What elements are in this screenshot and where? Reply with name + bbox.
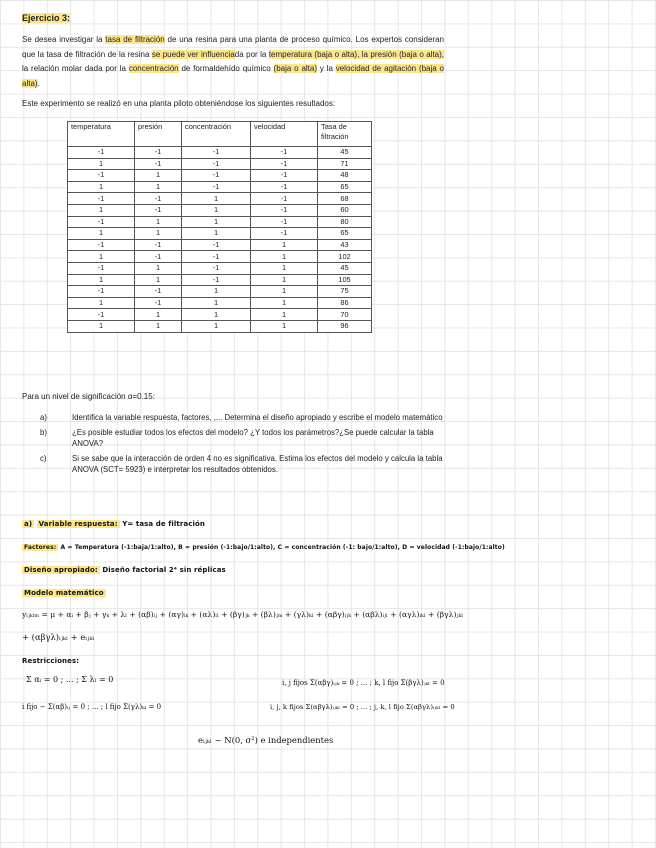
table-cell: -1 <box>68 216 135 228</box>
table-cell: 60 <box>318 204 372 216</box>
question-text: ¿Es posible estudiar todos los efectos del modelo? ¿Y todos los parámetros?¿Se puede calcular la tabla ANOVA? <box>72 427 434 448</box>
table-row <box>68 158 372 170</box>
table-cell: 1 <box>251 274 318 286</box>
table-cell: 86 <box>318 297 372 309</box>
table-cell: -1 <box>135 297 182 309</box>
table-cell: 45 <box>318 262 372 274</box>
exercise-title: Ejercicio 3: <box>22 13 71 23</box>
design-value: Diseño factorial 2⁴ sin réplicas <box>102 566 226 574</box>
highlighted-text: concentración <box>128 64 179 73</box>
problem-statement <box>22 33 444 91</box>
table-cell: -1 <box>68 239 135 251</box>
col-temperatura: temperatura <box>68 122 135 147</box>
table-cell: 1 <box>135 309 182 321</box>
table-row <box>68 228 372 240</box>
highlighted-text: se puede ver influencia <box>151 49 235 59</box>
table-cell: -1 <box>182 251 251 263</box>
paragraph-text: la relación molar dada por la <box>22 64 129 73</box>
table-cell: -1 <box>135 193 182 205</box>
table-cell: 1 <box>68 251 135 263</box>
question-item <box>22 453 446 476</box>
restriction-1: Σ αᵢ = 0 ; ... ; Σ λₗ = 0 <box>26 675 114 684</box>
table-cell: -1 <box>251 158 318 170</box>
table-cell: 1 <box>135 216 182 228</box>
table-cell: -1 <box>135 147 182 159</box>
table-row <box>68 147 372 159</box>
table-cell: -1 <box>182 181 251 193</box>
table-cell: 70 <box>318 309 372 321</box>
table-cell: 1 <box>251 251 318 263</box>
table-cell: -1 <box>182 147 251 159</box>
table-cell: -1 <box>182 274 251 286</box>
table-cell: 1 <box>182 309 251 321</box>
table-cell: -1 <box>135 286 182 298</box>
table-cell: 43 <box>318 239 372 251</box>
table-cell: 1 <box>251 297 318 309</box>
model-equation-line2: + (αβγλ)ᵢⱼₖₗ + eᵢⱼₖₗ <box>22 632 95 642</box>
paragraph-text: de una resina para una planta de proceso químico. Los expertos consideran que la tasa de filtración de la resina <box>22 35 444 59</box>
table-cell: -1 <box>251 216 318 228</box>
question-item <box>22 427 446 450</box>
table-cell: 1 <box>182 228 251 240</box>
factors-line <box>22 544 505 551</box>
table-cell: -1 <box>182 158 251 170</box>
table-cell: 65 <box>318 181 372 193</box>
table-row <box>68 309 372 321</box>
table-cell: -1 <box>251 228 318 240</box>
table-cell: 1 <box>251 262 318 274</box>
significance-level: Para un nivel de significación α=0.15: <box>22 392 155 401</box>
table-cell: -1 <box>68 170 135 182</box>
col-concentracion: concentración <box>182 122 251 147</box>
error-distribution: eᵢⱼₖₗ ~ N(0, σ²) e independientes <box>198 735 334 745</box>
table-cell: -1 <box>68 286 135 298</box>
restriction-2: i, j fijos Σ(αβγ)ᵢⱼₖ = 0 ; ... ; k, l fijo Σ(βγλ)ⱼₖₗ = 0 <box>282 679 445 687</box>
table-cell: 1 <box>68 204 135 216</box>
restriction-4: i, j, k fijos Σ(αβγλ)ᵢⱼₖₗ = 0 ; ... ; j, k, l fijo Σ(αβγλ)ᵢⱼₖₗ = 0 <box>270 703 455 711</box>
table-cell: 1 <box>68 228 135 240</box>
table-cell: 48 <box>318 170 372 182</box>
table-cell: -1 <box>68 147 135 159</box>
table-cell: 1 <box>182 297 251 309</box>
question-text: Si se sabe que la interacción de orden 4 no es significativa. Estima los efectos del modelo y calcula la tabla ANOVA (SCT= 5923) e interpretar los resultados obtenidos. <box>72 453 443 474</box>
paragraph-text: Se desea investigar la <box>22 35 106 44</box>
highlighted-text: velocidad de agitación (baja o alta) <box>22 64 445 88</box>
table-cell: 1 <box>135 181 182 193</box>
table-row <box>68 262 372 274</box>
table-cell: -1 <box>68 309 135 321</box>
table-cell: 1 <box>135 274 182 286</box>
table-row <box>68 251 372 263</box>
paragraph-text: . <box>37 78 40 88</box>
design-label: Diseño apropiado: <box>24 566 98 574</box>
response-value: Y= tasa de filtración <box>122 520 205 528</box>
table-cell: 1 <box>135 262 182 274</box>
table-cell: -1 <box>251 170 318 182</box>
table-cell: 1 <box>135 320 182 332</box>
question-marker: c) <box>40 453 47 463</box>
table-cell: 1 <box>251 239 318 251</box>
table-cell: 1 <box>182 204 251 216</box>
table-cell: 1 <box>135 170 182 182</box>
table-cell: 1 <box>182 216 251 228</box>
table-row <box>68 274 372 286</box>
table-row <box>68 170 372 182</box>
table-cell: 102 <box>318 251 372 263</box>
table-cell: -1 <box>182 170 251 182</box>
table-cell: 80 <box>318 216 372 228</box>
table-cell: 1 <box>251 309 318 321</box>
table-row <box>68 216 372 228</box>
table-cell: 65 <box>318 228 372 240</box>
table-cell: -1 <box>68 262 135 274</box>
table-cell: -1 <box>251 193 318 205</box>
table-header-row <box>68 122 372 147</box>
table-cell: 1 <box>68 297 135 309</box>
restrictions-label: Restricciones: <box>22 657 80 665</box>
highlighted-text: (baja o alta) <box>273 64 318 73</box>
model-label: Modelo matemático <box>24 589 104 597</box>
highlighted-text: tasa de filtración <box>105 35 165 44</box>
question-text: Identifica la variable respuesta, factores, ,... Determina el diseño apropiado y escribe el modelo matemático <box>72 413 443 422</box>
table-cell: -1 <box>68 193 135 205</box>
table-cell: 1 <box>68 158 135 170</box>
table-row <box>68 204 372 216</box>
table-cell: 96 <box>318 320 372 332</box>
table-cell: -1 <box>182 239 251 251</box>
table-cell: 1 <box>135 228 182 240</box>
table-cell: 105 <box>318 274 372 286</box>
table-cell: 1 <box>68 320 135 332</box>
table-cell: 1 <box>251 320 318 332</box>
table-cell: 1 <box>182 320 251 332</box>
col-velocidad: velocidad <box>251 122 318 147</box>
factors-value: A = Temperatura (-1:baja/1:alto), B = presión (-1:bajo/1:alto), C = concentración (-1: bajo/1:alto), D = velocidad (-1:bajo/1:alto) <box>60 544 505 551</box>
table-row <box>68 239 372 251</box>
col-presion: presión <box>135 122 182 147</box>
table-row <box>68 193 372 205</box>
table-row <box>68 286 372 298</box>
table-row <box>68 320 372 332</box>
table-row <box>68 297 372 309</box>
highlighted-text: temperatura (baja o alta), la presión (baja o alta), <box>268 49 445 59</box>
table-cell: 1 <box>68 274 135 286</box>
col-tasa-filtracion: Tasa de filtración <box>318 122 372 147</box>
model-heading <box>22 589 106 597</box>
table-cell: 1 <box>182 286 251 298</box>
table-cell: -1 <box>251 147 318 159</box>
design-line <box>22 566 226 574</box>
table-cell: -1 <box>135 204 182 216</box>
table-row <box>68 181 372 193</box>
table-cell: -1 <box>251 181 318 193</box>
table-cell: -1 <box>135 239 182 251</box>
table-cell: 71 <box>318 158 372 170</box>
answer-label: a) <box>24 520 33 528</box>
model-equation-line1: yᵢⱼₖₗₘ = μ + αᵢ + βⱼ + γₖ + λₗ + (αβ)ᵢⱼ + (αγ)ᵢₖ + (αλ)ᵢₗ + (βγ)ⱼₖ + (βλ)ⱼₘ + (γλ)ₖₗ + (αβγ)ᵢⱼₖ + (αβλ)ᵢⱼₗ + (αγλ)ᵢₖₗ + (βγλ)ⱼₖₗ <box>22 610 464 619</box>
table-cell: -1 <box>135 158 182 170</box>
table-cell: 1 <box>68 181 135 193</box>
table-cell: 45 <box>318 147 372 159</box>
question-item <box>22 412 446 424</box>
factors-label: Factores: <box>24 544 57 551</box>
question-marker: b) <box>40 427 47 437</box>
paragraph-text: y la <box>317 64 336 73</box>
results-table <box>67 121 372 333</box>
table-cell: -1 <box>182 262 251 274</box>
answer-a-line <box>22 520 205 528</box>
paragraph-text: da por la <box>234 49 269 59</box>
paragraph-text: de formaldehído químico <box>178 64 274 73</box>
intro-text: Este experimento se realizó en una planta piloto obteniéndose los siguientes resultados: <box>22 99 336 108</box>
restriction-3: i fijo − Σ(αβ)ᵢⱼ = 0 ; ... ; l fijo Σ(γλ)ₖₗ = 0 <box>22 703 162 711</box>
table-cell: -1 <box>135 251 182 263</box>
response-label: Variable respuesta: <box>38 520 118 528</box>
table-cell: -1 <box>251 204 318 216</box>
table-cell: 1 <box>182 193 251 205</box>
question-marker: a) <box>40 413 47 422</box>
table-cell: 1 <box>251 286 318 298</box>
table-cell: 75 <box>318 286 372 298</box>
question-list <box>22 412 446 479</box>
table-cell: 68 <box>318 193 372 205</box>
